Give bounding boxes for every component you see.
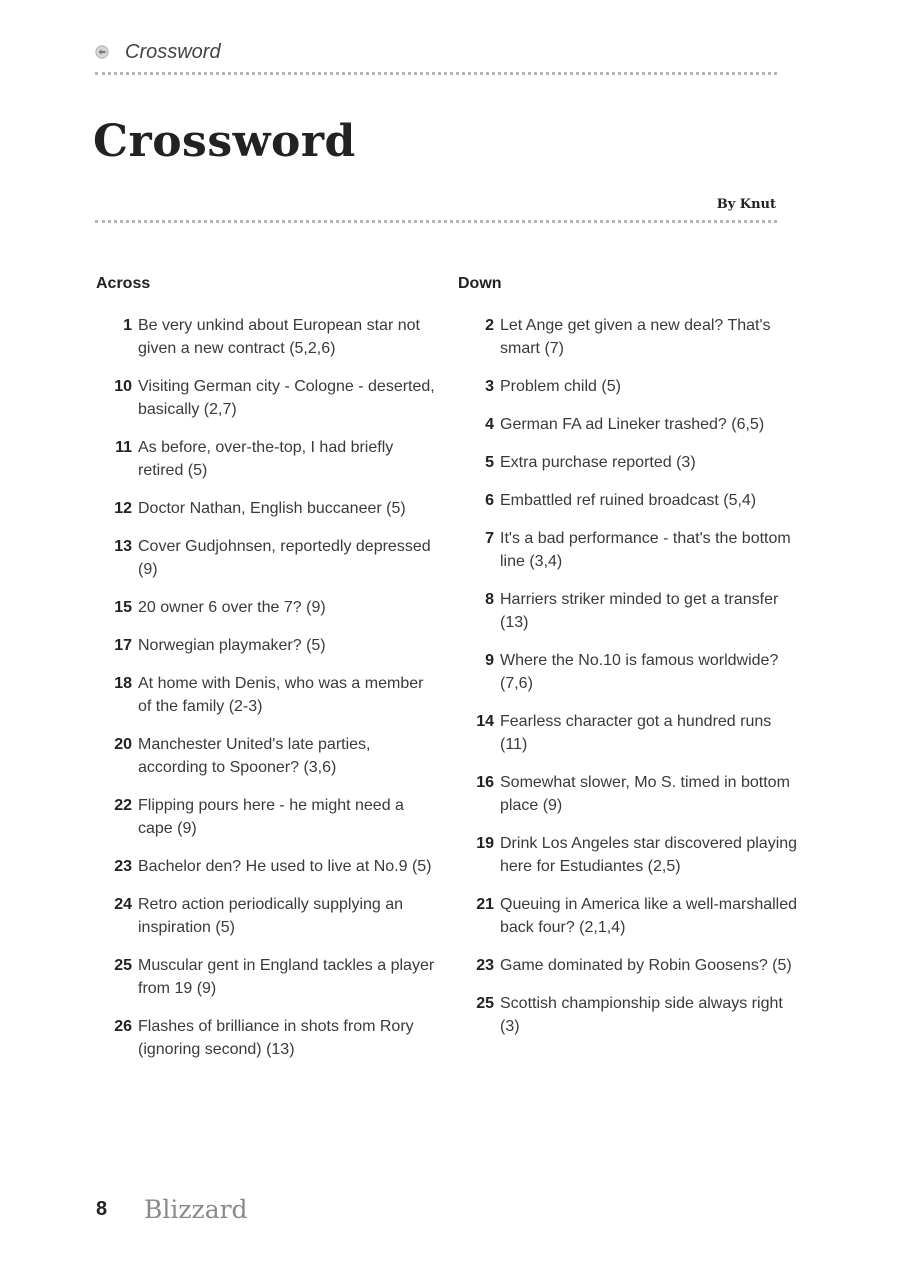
clue-item [96,375,436,421]
across-clue-list [96,314,436,1061]
clue-number: 10 [114,378,132,395]
clue-number: 3 [485,378,494,395]
clue-text: German FA ad Lineker trashed? (6,5) [500,416,765,433]
clue-text: Game dominated by Robin Goosens? (5) [500,957,792,974]
clue-text: Flipping pours here - he might need a cape (9) [138,797,404,837]
clue-text: 20 owner 6 over the 7? (9) [138,599,326,616]
clue-text: Cover Gudjohnsen, reportedly depressed (9) [138,538,431,578]
clue-text: Queuing in America like a well-marshalled back four? (2,1,4) [500,896,798,936]
clue-item [96,794,436,840]
clue-text: Manchester United's late parties, according to Spooner? (3,6) [138,736,371,776]
clue-item [96,535,436,581]
clue-number: 8 [485,591,494,608]
clue-text: Be very unkind about European star not given a new contract (5,2,6) [138,317,420,357]
publication-logo: Blizzard [144,1195,248,1224]
clue-item [458,771,798,817]
clue-item [458,649,798,695]
clue-number: 26 [114,1018,132,1035]
clue-text: Embattled ref ruined broadcast (5,4) [500,492,757,509]
clue-item [96,634,436,657]
title-divider [95,220,777,223]
clue-text: As before, over-the-top, I had briefly retired (5) [138,439,394,479]
running-header-text: Crossword [125,41,221,63]
clue-text: Retro action periodically supplying an inspiration (5) [138,896,404,936]
clue-text: Muscular gent in England tackles a player from 19 (9) [138,957,435,997]
clue-text: Drink Los Angeles star discovered playing here for Estudiantes (2,5) [500,835,798,875]
clue-item [458,710,798,756]
clue-item [458,489,798,512]
clue-item [458,992,798,1038]
clue-text: Let Ange get given a new deal? That's smart (7) [500,317,771,357]
header-divider [95,72,777,75]
clue-item [96,436,436,482]
across-heading: Across [96,275,151,292]
clue-item [458,527,798,573]
clue-item [458,832,798,878]
down-heading: Down [458,275,502,292]
clue-number: 13 [114,538,132,555]
clue-item [458,893,798,939]
clue-number: 16 [476,774,494,791]
clue-number: 14 [476,713,494,730]
clue-number: 25 [476,995,494,1012]
clue-item [96,596,436,619]
clue-item [96,497,436,520]
running-header [95,40,777,74]
clue-text: Norwegian playmaker? (5) [138,637,326,654]
clue-number: 2 [485,317,494,334]
clue-number: 9 [485,652,494,669]
clue-number: 25 [114,957,132,974]
clue-number: 23 [114,858,132,875]
clue-number: 1 [123,317,132,334]
clue-item [458,375,798,398]
clue-number: 6 [485,492,494,509]
clue-text: Where the No.10 is famous worldwide? (7,6) [500,652,779,692]
clue-item [96,672,436,718]
down-clues [458,275,798,1053]
clue-text: Extra purchase reported (3) [500,454,696,471]
page-number: 8 [96,1198,108,1220]
clue-number: 17 [114,637,132,654]
clue-number: 19 [476,835,494,852]
down-clue-list [458,314,798,1038]
clue-number: 20 [114,736,132,753]
clue-number: 5 [485,454,494,471]
clue-number: 22 [114,797,132,814]
clue-item [96,314,436,360]
clue-item [96,733,436,779]
clue-item [458,451,798,474]
clue-number: 18 [114,675,132,692]
clue-item [458,413,798,436]
clue-text: Doctor Nathan, English buccaneer (5) [138,500,406,517]
clue-text: Scottish championship side always right (3) [500,995,783,1035]
clue-item [96,893,436,939]
clue-item [458,954,798,977]
clue-text: Visiting German city - Cologne - deserted, basically (2,7) [138,378,435,418]
clue-item [96,1015,436,1061]
clue-number: 15 [114,599,132,616]
clue-number: 23 [476,957,494,974]
page-title: Crossword [93,116,356,167]
byline: By Knut [716,197,776,212]
clue-text: Bachelor den? He used to live at No.9 (5) [138,858,432,875]
clue-text: Harriers striker minded to get a transfer (13) [500,591,779,631]
clue-number: 24 [114,896,132,913]
clue-text: Somewhat slower, Mo S. timed in bottom place (9) [500,774,790,814]
clue-text: At home with Denis, who was a member of the family (2-3) [138,675,424,715]
clue-text: Fearless character got a hundred runs (11) [500,713,772,753]
clue-number: 12 [114,500,132,517]
clue-text: It's a bad performance - that's the bottom line (3,4) [500,530,791,570]
clue-number: 11 [115,439,132,456]
arrow-circle-icon [95,45,109,59]
clue-item [96,855,436,878]
clue-text: Problem child (5) [500,378,621,395]
clue-item [96,954,436,1000]
across-clues [96,275,436,1076]
clue-number: 7 [485,530,494,547]
clue-text: Flashes of brilliance in shots from Rory (ignoring second) (13) [138,1018,414,1058]
clue-item [458,588,798,634]
clue-number: 21 [476,896,494,913]
clue-item [458,314,798,360]
clue-number: 4 [485,416,494,433]
